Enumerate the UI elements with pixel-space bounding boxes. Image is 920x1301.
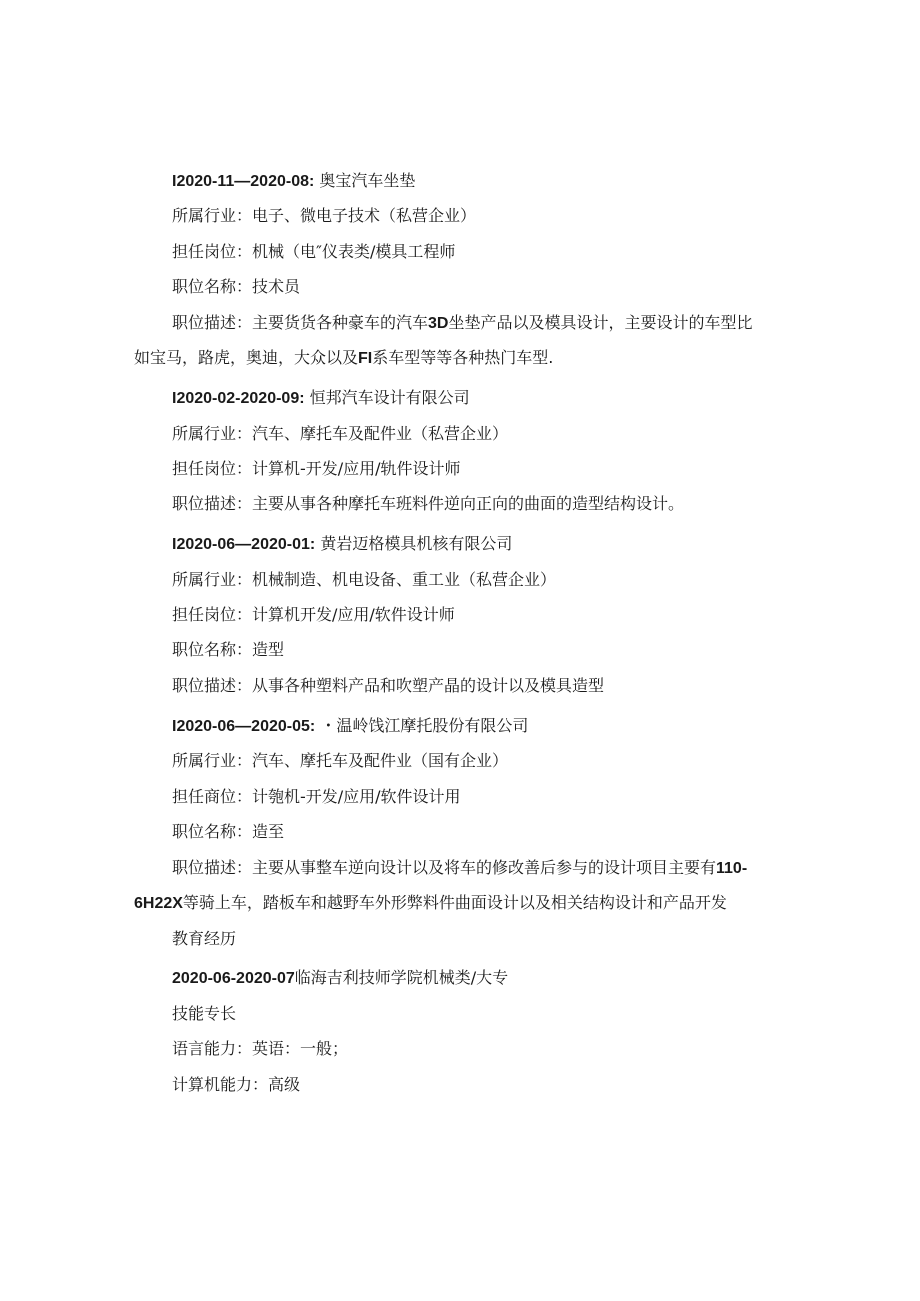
job-1-period: I2020-11—2020-08: <box>172 173 315 190</box>
job-2-desc: 职位描述：主要从事各种摩托车班料件逆向正向的曲面的造型结构设计。 <box>172 494 685 513</box>
job-1-desc-text-a: 职位描述：主要货货各种豪车的汽车 <box>172 313 429 332</box>
job-1-title: 职位名称：技术员 <box>172 277 301 296</box>
job-2-company: 恒邦汽车设计有限公司 <box>309 388 470 407</box>
job-1-header <box>172 171 415 192</box>
job-4-desc-text-c: 6H22X <box>134 895 183 912</box>
education-entry <box>172 968 508 989</box>
job-4-desc-text-b: 110- <box>716 860 748 877</box>
job-1-desc-text-c: 坐垫产品以及模具设计，主要设计的车型比 <box>448 313 753 332</box>
job-4-period: I2020-06—2020-05: <box>172 718 316 735</box>
job-1-desc-text-f: 系车型等等各种热门车型. <box>372 348 554 367</box>
education-heading: 教育经历 <box>172 929 237 948</box>
job-1-desc-text-b: 3D <box>428 315 449 332</box>
skills-computer: 计算机能力：高级 <box>172 1075 301 1094</box>
job-3-company: 黄岩迈格模具机核有限公司 <box>320 534 513 553</box>
job-3-desc: 职位描述：从事各种塑料产品和吹塑产晶的设计以及模具造型 <box>172 676 605 695</box>
skills-language: 语言能力：英语：一般； <box>172 1039 349 1058</box>
job-1-industry: 所属行业：电子、微电子技术（私营企业） <box>172 206 477 225</box>
job-4-title: 职位名称：造至 <box>172 822 285 841</box>
job-4-desc-line-1 <box>172 858 747 879</box>
job-4-header <box>172 716 528 737</box>
job-1-company: 奥宝汽车坐垫 <box>319 171 416 190</box>
job-4-desc-text-a: 职位描述：主要从事整车逆向设计以及将车的修改善后参与的设计项目主要有 <box>172 858 717 877</box>
job-3-header <box>172 534 512 555</box>
job-1-desc-line-2 <box>134 348 553 369</box>
education-detail: 临海吉利技师学院机械类/大专 <box>294 968 509 987</box>
job-3-title: 职位名称：造型 <box>172 640 285 659</box>
job-4-desc-line-2 <box>134 893 727 914</box>
job-1-desc-text-d: 如宝马，路虎，奥迪，大众以及 <box>134 348 359 367</box>
job-4-industry: 所属行业：汽车、摩托车及配件业（国有企业） <box>172 751 509 770</box>
job-3-post: 担任岗位：计算机开发/应用/软件设计师 <box>172 605 455 624</box>
education-period: 2020-06-2020-07 <box>172 970 295 987</box>
job-2-header <box>172 388 470 409</box>
job-1-desc-line-1 <box>172 313 752 334</box>
job-3-period: I2020-06—2020-01: <box>172 536 316 553</box>
job-2-post: 担任岗位：计算机-开发/应用/轨件设计师 <box>172 459 461 478</box>
job-2-period: I2020-02-2020-09: <box>172 390 305 407</box>
job-4-company: ・温岭饯江摩托股份有限公司 <box>320 716 529 735</box>
skills-heading: 技能专长 <box>172 1004 237 1023</box>
job-4-desc-text-d: 等骑上车，踏板车和越野车外形弊料件曲面设计以及相关结构设计和产品开发 <box>182 893 727 912</box>
job-3-industry: 所属行业：机械制造、机电设备、重工业（私营企业） <box>172 570 557 589</box>
job-2-industry: 所属行业：汽车、摩托车及配件业（私营企业） <box>172 424 509 443</box>
job-4-post: 担任商位：计匏机-开发/应用/软件设计用 <box>172 787 461 806</box>
job-1-desc-text-e: FI <box>358 350 373 367</box>
job-1-post: 担任岗位：机械（电″仪表类/模具工程师 <box>172 242 456 261</box>
